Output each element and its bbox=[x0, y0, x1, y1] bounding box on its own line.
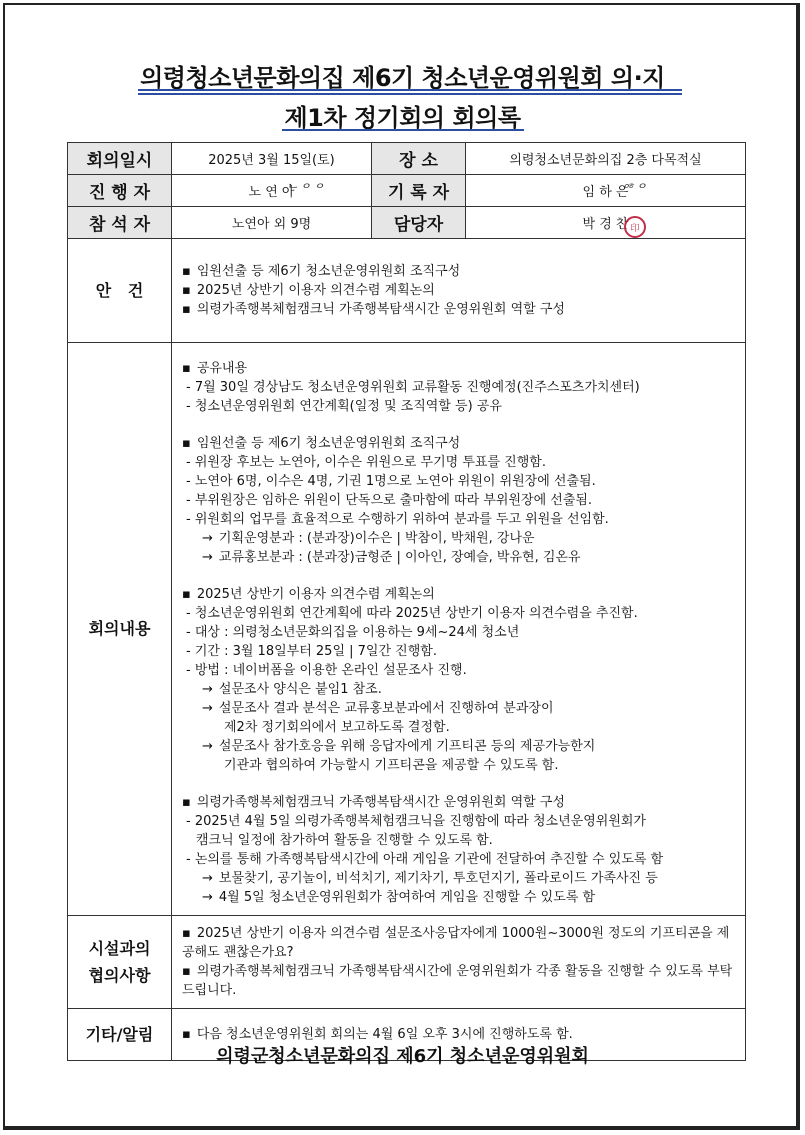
title-underline-2 bbox=[138, 93, 682, 95]
facility-item: ▪ 2025년 상반기 이용자 의견수렴 설문조사응답자에게 1000원~3000원 정도의 기프티콘을 제공해도 괜찮은가요? bbox=[182, 924, 737, 962]
attendee-value: 노연아 외 9명 bbox=[172, 207, 372, 239]
content-arrow-line: → 설문조사 참가호응을 위해 응답자에게 기프티콘 등의 제공가능한지 bbox=[182, 737, 737, 756]
document-footer: 의령군청소년문화의집 제6기 청소년운영위원회 bbox=[216, 1046, 589, 1067]
recorder-signature: ᄋᄒᄋ bbox=[620, 183, 648, 199]
section-survey bbox=[182, 585, 737, 775]
content-arrow-line: → 교류홍보분과 : (분과장)금형준 | 이아인, 장예슬, 박유현, 김온유 bbox=[182, 548, 737, 567]
facility-label-line: 협의사항 bbox=[88, 966, 151, 985]
subtitle-underline bbox=[282, 129, 524, 131]
etc-item: ▪ 다음 청소년운영위원회 회의는 4월 6일 오후 3시에 진행하도록 함. bbox=[182, 1025, 737, 1044]
manager-label: 담당자 bbox=[372, 207, 466, 239]
section-head: ▪ 공유내용 bbox=[182, 359, 737, 378]
etc-label: 기타/알림 bbox=[68, 1009, 172, 1061]
content-line: - 청소년운영위원회 연간계획(일정 및 조직역할 등) 공유 bbox=[182, 397, 737, 416]
agenda-item: ▪ 임원선출 등 제6기 청소년운영위원회 조직구성 bbox=[182, 262, 737, 281]
content-arrow-line: → 보물찾기, 공기놀이, 비석치기, 제기차기, 투호던지기, 폴라로이드 가족사진 등 bbox=[182, 869, 737, 888]
content-line: - 위원장 후보는 노연아, 이수은 위원으로 무기명 투표를 진행함. bbox=[182, 453, 737, 472]
facility-row bbox=[68, 916, 746, 1009]
title-underline bbox=[138, 89, 682, 91]
info-row-date bbox=[68, 143, 746, 175]
content-continuation: 제2차 정기회의에서 보고하도록 결정함. bbox=[224, 720, 450, 735]
content-line: - 논의를 통해 가족행복탐색시간에 아래 게임을 기관에 전달하여 추진할 수 있도록 함 bbox=[182, 850, 737, 869]
content-line: - 부위원장은 임하은 위원이 단독으로 출마함에 따라 부위원장에 선출됨. bbox=[182, 491, 737, 510]
attendee-label: 참 석 자 bbox=[68, 207, 172, 239]
content-line: - 기간 : 3월 18일부터 25일 | 7일간 진행함. bbox=[182, 642, 737, 661]
manager-seal: 印 bbox=[624, 216, 646, 238]
content-continuation: 캠크닉 일정에 참가하여 활동을 진행할 수 있도록 함. bbox=[196, 833, 493, 848]
agenda-label: 안 건 bbox=[68, 239, 172, 343]
meeting-content bbox=[172, 343, 746, 916]
section-head: ▪ 의령가족행복체험캠크닉 가족행복탐색시간 운영위원회 역할 구성 bbox=[182, 793, 737, 812]
recorder-label: 기 록 자 bbox=[372, 175, 466, 207]
content-arrow-line: → 설문조사 양식은 붙임1 참조. bbox=[182, 680, 737, 699]
host-label: 진 행 자 bbox=[68, 175, 172, 207]
content-label: 회의내용 bbox=[68, 343, 172, 916]
recorder-name: 임 하 은 bbox=[582, 185, 629, 200]
content-continuation: 기관과 협의하여 가능할시 기프티콘을 제공할 수 있도록 함. bbox=[224, 758, 559, 773]
facility-label-line: 시설과의 bbox=[88, 938, 151, 958]
content-arrow-line: → 설문조사 결과 분석은 교류홍보분과에서 진행하여 분과장이 bbox=[182, 699, 737, 718]
section-camp bbox=[182, 793, 737, 907]
content-line: - 청소년운영위원회 연간계획에 따라 2025년 상반기 이용자 의견수렴을 추진함. bbox=[182, 604, 737, 623]
facility-label bbox=[68, 916, 172, 1009]
content-line: - 노연아 6명, 이수은 4명, 기권 1명으로 노연아 위원이 위원장에 선출됨. bbox=[182, 472, 737, 491]
agenda-item: ▪ 의령가족행복체험캠크닉 가족행복탐색시간 운영위원회 역할 구성 bbox=[182, 300, 737, 319]
host-signature: ᄂᄋᄋ bbox=[284, 183, 325, 199]
place-label: 장 소 bbox=[372, 143, 466, 175]
section-head: ▪ 2025년 상반기 이용자 의견수렴 계획논의 bbox=[182, 585, 737, 604]
section-head: ▪ 임원선출 등 제6기 청소년운영위원회 조직구성 bbox=[182, 434, 737, 453]
content-line: - 위원회의 업무를 효율적으로 수행하기 위하여 분과를 두고 위원을 선임함. bbox=[182, 510, 737, 529]
agenda-content bbox=[172, 239, 746, 343]
agenda-item: ▪ 2025년 상반기 이용자 의견수렴 계획논의 bbox=[182, 281, 737, 300]
place-value: 의령청소년문화의집 2층 다목적실 bbox=[466, 143, 746, 175]
manager-value bbox=[466, 207, 746, 239]
document-subtitle: 제1차 정기회의 회의록 bbox=[284, 104, 521, 132]
section-election bbox=[182, 434, 737, 567]
content-line: - 2025년 4월 5일 의령가족행복체험캠크닉을 진행함에 따라 청소년운영위원회가 bbox=[182, 812, 737, 831]
content-arrow-line: → 기획운영분과 : (분과장)이수은 | 박참이, 박채원, 강나운 bbox=[182, 529, 737, 548]
host-name: 노 연 아 bbox=[248, 185, 295, 200]
content-arrow-line: → 4월 5일 청소년운영위원회가 참여하여 게임을 진행할 수 있도록 함 bbox=[182, 888, 737, 907]
content-line: - 방법 : 네이버폼을 이용한 온라인 설문조사 진행. bbox=[182, 661, 737, 680]
recorder-value bbox=[466, 175, 746, 207]
date-value: 2025년 3월 15일(토) bbox=[172, 143, 372, 175]
agenda-row bbox=[68, 239, 746, 343]
date-label: 회의일시 bbox=[68, 143, 172, 175]
section-sharing bbox=[182, 359, 737, 416]
content-line: - 7월 30일 경상남도 청소년운영위원회 교류활동 진행예정(진주스포츠가치센터) bbox=[182, 378, 737, 397]
facility-content bbox=[172, 916, 746, 1009]
host-value bbox=[172, 175, 372, 207]
content-line: - 대상 : 의령청소년문화의집을 이용하는 9세~24세 청소년 bbox=[182, 623, 737, 642]
content-row bbox=[68, 343, 746, 916]
document-title: 의령청소년문화의집 제6기 청소년운영위원회 의·지 bbox=[140, 64, 665, 92]
manager-name: 박 경 찬 bbox=[582, 217, 629, 232]
minutes-table bbox=[67, 142, 746, 1061]
facility-item: ▪ 의령가족행복체험캠크닉 가족행복탐색시간에 운영위원회가 각종 활동을 진행할 수 있도록 부탁드립니다. bbox=[182, 962, 737, 1000]
